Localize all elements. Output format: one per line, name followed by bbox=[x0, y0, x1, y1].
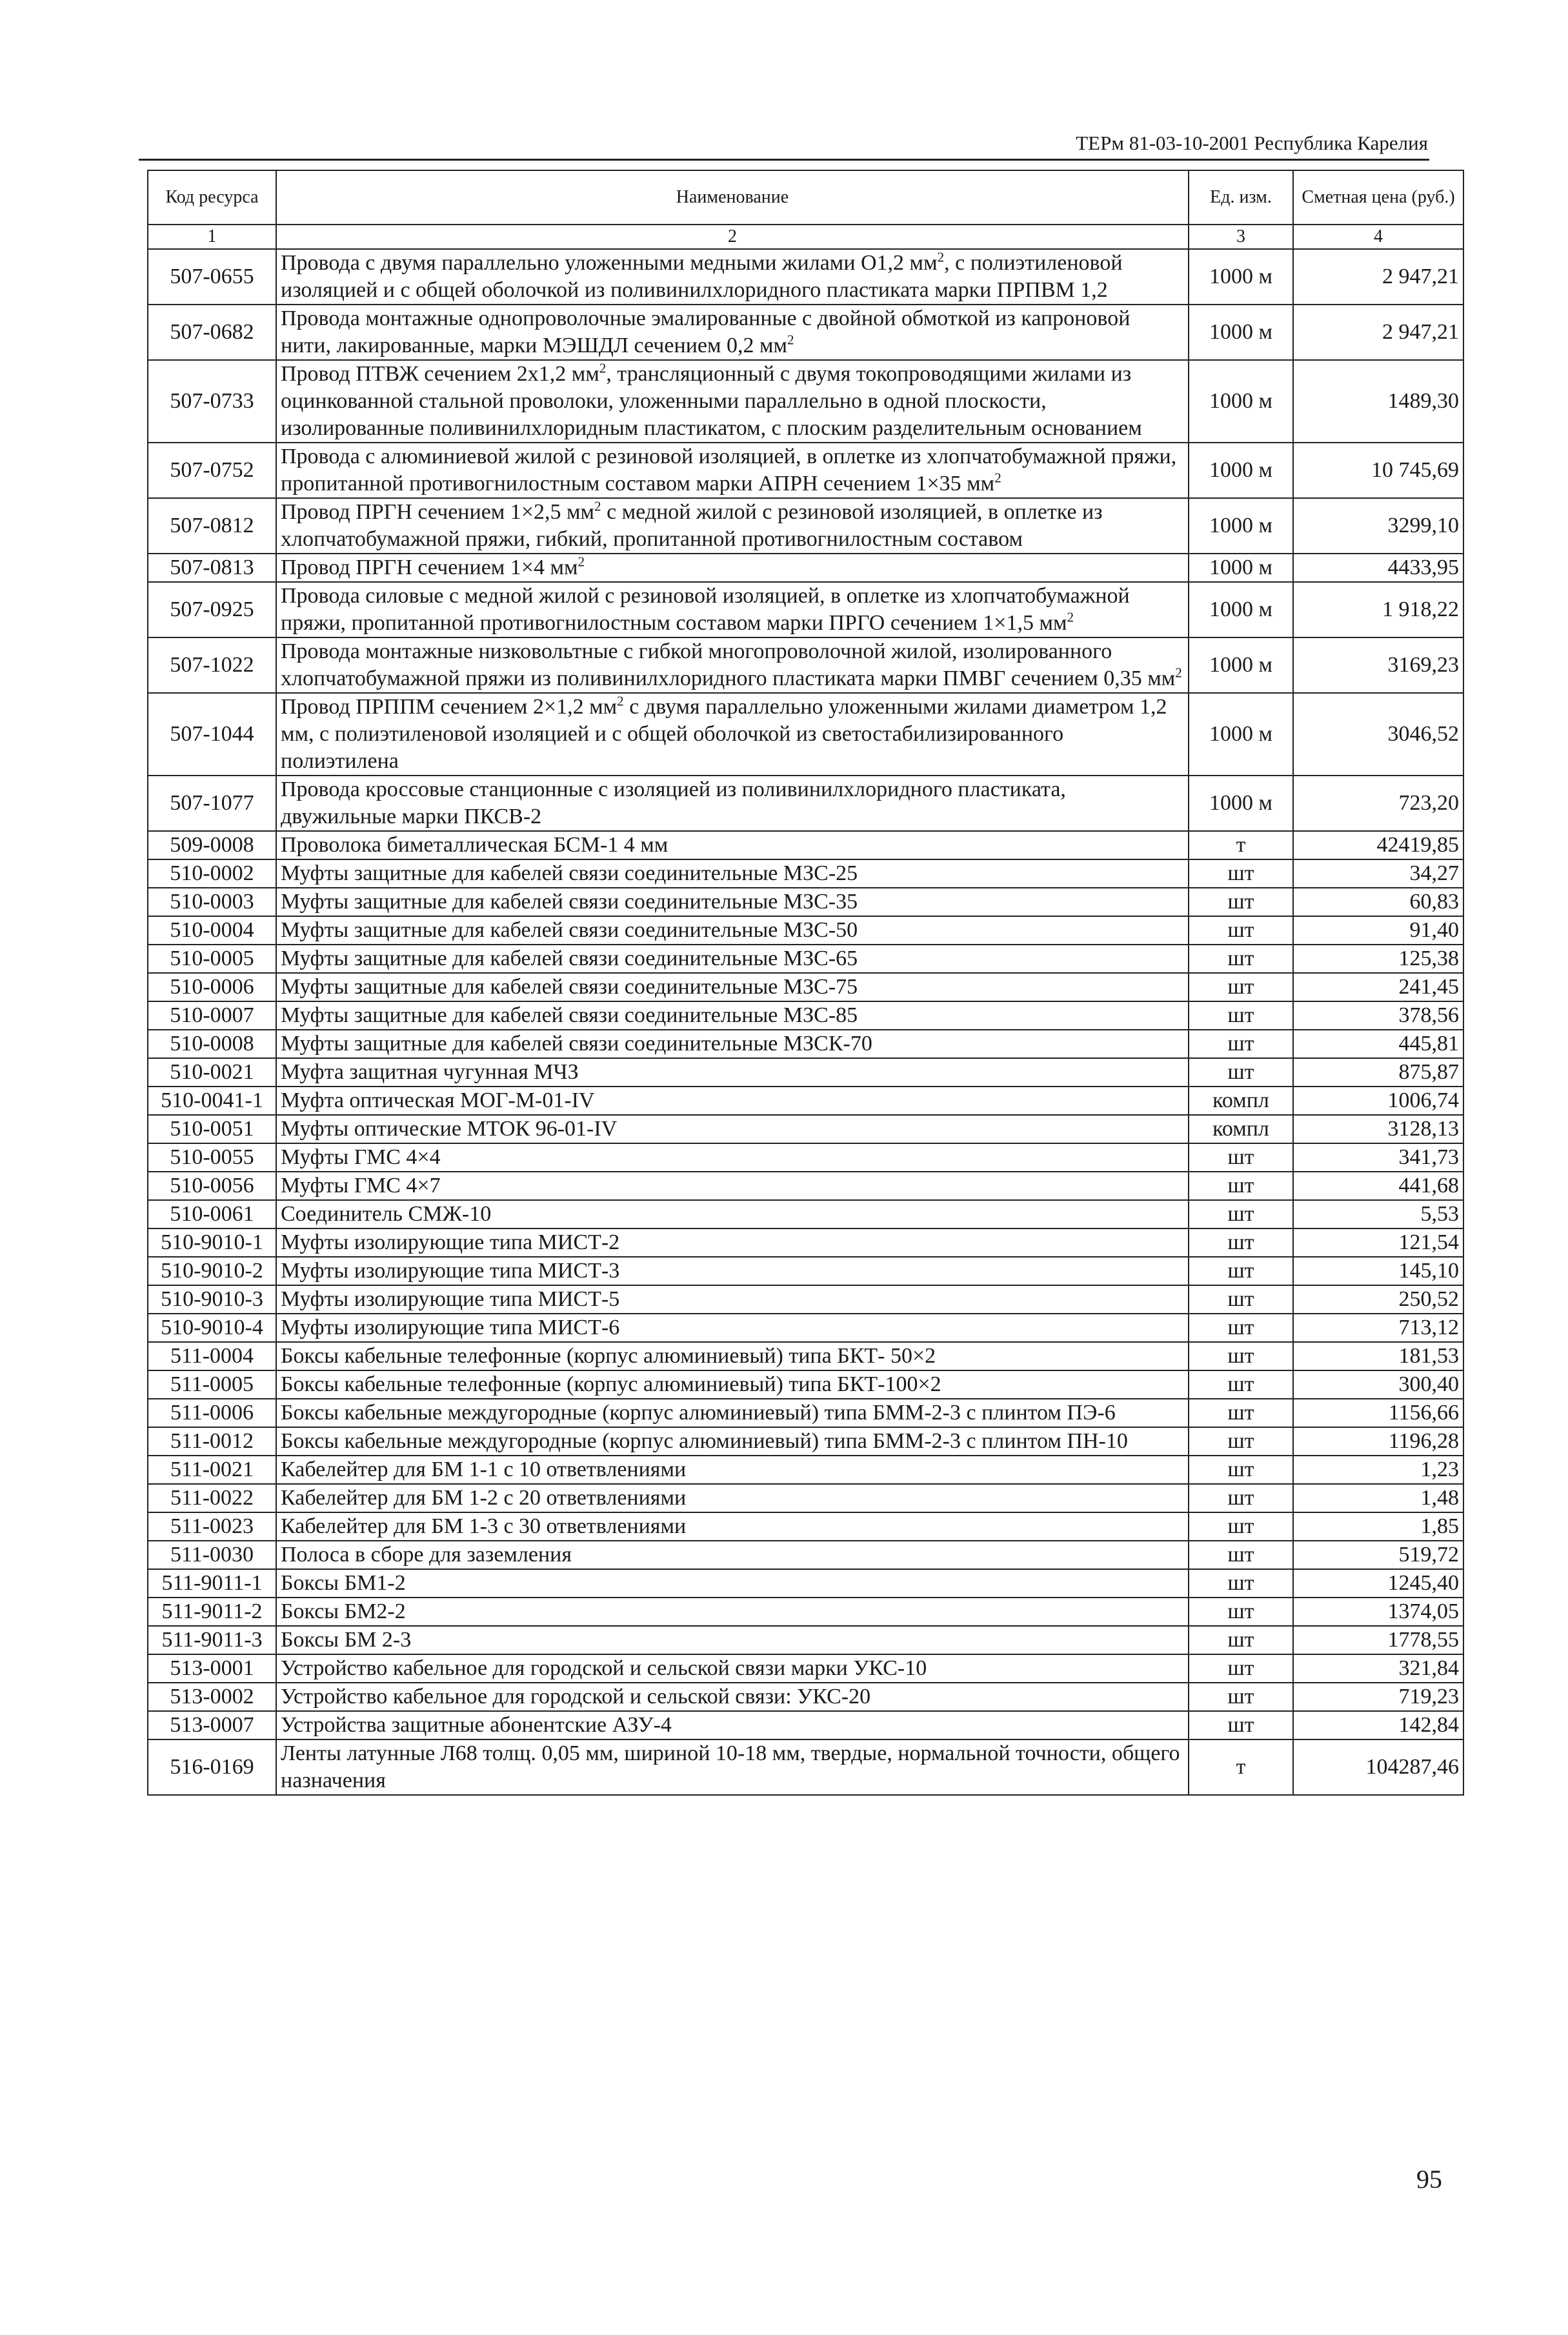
resource-code-cell: 513-0002 bbox=[148, 1683, 276, 1711]
resource-code-cell: 507-1077 bbox=[148, 776, 276, 831]
resource-code-cell: 510-9010-4 bbox=[148, 1314, 276, 1342]
column-header-name: Наименование bbox=[276, 170, 1189, 225]
resource-code-cell: 510-9010-1 bbox=[148, 1228, 276, 1257]
resource-code-cell: 511-9011-3 bbox=[148, 1626, 276, 1654]
unit-cell: шт bbox=[1189, 1370, 1293, 1399]
name-cell: Муфты защитные для кабелей связи соединительные МЗС-65 bbox=[276, 945, 1189, 973]
name-cell: Кабелейтер для БМ 1-3 с 30 ответвлениями bbox=[276, 1512, 1189, 1541]
name-cell: Полоса в сборе для заземления bbox=[276, 1541, 1189, 1569]
table-row bbox=[148, 1626, 1463, 1654]
name-cell: Устройство кабельное для городской и сельской связи марки УКС-10 bbox=[276, 1654, 1189, 1683]
name-cell: Муфты защитные для кабелей связи соединительные МЗС-85 bbox=[276, 1001, 1189, 1030]
column-number-row bbox=[148, 225, 1463, 249]
name-cell: Муфта защитная чугунная МЧЗ bbox=[276, 1058, 1189, 1087]
price-cell: 1,23 bbox=[1293, 1456, 1463, 1484]
price-cell: 2 947,21 bbox=[1293, 305, 1463, 360]
resource-code-cell: 510-0004 bbox=[148, 916, 276, 945]
unit-cell: шт bbox=[1189, 1342, 1293, 1370]
column-header-price: Сметная цена (руб.) bbox=[1293, 170, 1463, 225]
unit-cell: 1000 м bbox=[1189, 443, 1293, 498]
table-row bbox=[148, 1143, 1463, 1172]
unit-cell: шт bbox=[1189, 1030, 1293, 1058]
resource-code-cell: 510-0021 bbox=[148, 1058, 276, 1087]
name-cell: Провод ПРППМ сечением 2×1,2 $мм^2$ с двумя параллельно уложенными жилами диаметром 1,2 мм, с полиэтиленовой изоляцией и с общей оболочкой из светостабилизированного полиэтилена bbox=[276, 693, 1189, 776]
name-cell: Боксы кабельные междугородные (корпус алюминиевый) типа БММ-2-3 с плинтом ПЭ-6 bbox=[276, 1399, 1189, 1427]
table-row bbox=[148, 1087, 1463, 1115]
unit-cell: 1000 м bbox=[1189, 360, 1293, 443]
price-cell: 1 918,22 bbox=[1293, 582, 1463, 637]
unit-cell: шт bbox=[1189, 1427, 1293, 1456]
resource-code-cell: 510-0008 bbox=[148, 1030, 276, 1058]
table-row bbox=[148, 945, 1463, 973]
resource-code-cell: 509-0008 bbox=[148, 831, 276, 859]
unit-cell: шт bbox=[1189, 1143, 1293, 1172]
name-cell: Муфты защитные для кабелей связи соединительные МЗСК-70 bbox=[276, 1030, 1189, 1058]
unit-cell: компл bbox=[1189, 1115, 1293, 1143]
resource-code-cell: 507-0925 bbox=[148, 582, 276, 637]
price-cell: 60,83 bbox=[1293, 888, 1463, 916]
table-row bbox=[148, 1058, 1463, 1087]
table-row bbox=[148, 1598, 1463, 1626]
price-cell: 142,84 bbox=[1293, 1711, 1463, 1739]
price-cell: 4433,95 bbox=[1293, 554, 1463, 582]
price-cell: 341,73 bbox=[1293, 1143, 1463, 1172]
unit-cell: 1000 м bbox=[1189, 249, 1293, 305]
table-row bbox=[148, 1342, 1463, 1370]
table-row bbox=[148, 1001, 1463, 1030]
table-row bbox=[148, 554, 1463, 582]
unit-cell: 1000 м bbox=[1189, 582, 1293, 637]
resource-code-cell: 513-0001 bbox=[148, 1654, 276, 1683]
unit-cell: шт bbox=[1189, 916, 1293, 945]
name-cell: Провод ПРГН сечением 1×2,5 $мм^2$ с медной жилой с резиновой изоляцией, в оплетке из хлопчатобумажной пряжи, гибкий, пропитанной противогнилостным составом bbox=[276, 498, 1189, 554]
resource-code-cell: 511-0012 bbox=[148, 1427, 276, 1456]
price-cell: 1006,74 bbox=[1293, 1087, 1463, 1115]
price-cell: 875,87 bbox=[1293, 1058, 1463, 1087]
price-cell: 91,40 bbox=[1293, 916, 1463, 945]
price-cell: 2 947,21 bbox=[1293, 249, 1463, 305]
name-cell: Провода с алюминиевой жилой с резиновой изоляцией, в оплетке из хлопчатобумажной пряжи, пропитанной противогнилостным составом марки АПРН сечением 1×35 $мм^2$ bbox=[276, 443, 1189, 498]
price-cell: 42419,85 bbox=[1293, 831, 1463, 859]
table-row bbox=[148, 973, 1463, 1001]
name-cell: Муфты защитные для кабелей связи соединительные МЗС-50 bbox=[276, 916, 1189, 945]
resource-code-cell: 511-9011-1 bbox=[148, 1569, 276, 1598]
resource-code-cell: 511-0022 bbox=[148, 1484, 276, 1512]
table-header-row bbox=[148, 170, 1463, 225]
price-cell: 3046,52 bbox=[1293, 693, 1463, 776]
table-row bbox=[148, 859, 1463, 888]
name-cell: Проволока биметаллическая БСМ-1 4 мм bbox=[276, 831, 1189, 859]
document-title: ТЕРм 81-03-10-2001 Республика Карелия bbox=[1076, 132, 1428, 154]
table-row bbox=[148, 1030, 1463, 1058]
page-header bbox=[139, 128, 1429, 161]
column-number: 4 bbox=[1293, 225, 1463, 249]
resource-code-cell: 510-9010-3 bbox=[148, 1285, 276, 1314]
name-cell: Соединитель СМЖ-10 bbox=[276, 1200, 1189, 1228]
resource-code-cell: 507-1044 bbox=[148, 693, 276, 776]
resource-code-cell: 510-0002 bbox=[148, 859, 276, 888]
unit-cell: компл bbox=[1189, 1087, 1293, 1115]
price-cell: 321,84 bbox=[1293, 1654, 1463, 1683]
price-cell: 5,53 bbox=[1293, 1200, 1463, 1228]
unit-cell: т bbox=[1189, 831, 1293, 859]
unit-cell: шт bbox=[1189, 1512, 1293, 1541]
resource-code-cell: 507-0812 bbox=[148, 498, 276, 554]
unit-cell: шт bbox=[1189, 1200, 1293, 1228]
price-cell: 145,10 bbox=[1293, 1257, 1463, 1285]
resource-code-cell: 511-0005 bbox=[148, 1370, 276, 1399]
unit-cell: шт bbox=[1189, 1484, 1293, 1512]
table-row bbox=[148, 693, 1463, 776]
resource-code-cell: 511-0030 bbox=[148, 1541, 276, 1569]
table-row bbox=[148, 637, 1463, 693]
price-cell: 1245,40 bbox=[1293, 1569, 1463, 1598]
name-cell: Ленты латунные Л68 толщ. 0,05 мм, шириной 10-18 мм, твердые, нормальной точности, общего назначения bbox=[276, 1739, 1189, 1795]
name-cell: Муфты изолирующие типа МИСТ-3 bbox=[276, 1257, 1189, 1285]
resource-code-cell: 510-0056 bbox=[148, 1172, 276, 1200]
table-row bbox=[148, 360, 1463, 443]
resource-code-cell: 510-0061 bbox=[148, 1200, 276, 1228]
table-row bbox=[148, 582, 1463, 637]
table-row bbox=[148, 831, 1463, 859]
table-row bbox=[148, 1456, 1463, 1484]
price-cell: 445,81 bbox=[1293, 1030, 1463, 1058]
price-cell: 519,72 bbox=[1293, 1541, 1463, 1569]
unit-cell: 1000 м bbox=[1189, 498, 1293, 554]
unit-cell: шт bbox=[1189, 1541, 1293, 1569]
unit-cell: шт bbox=[1189, 1569, 1293, 1598]
table-row bbox=[148, 1115, 1463, 1143]
table-row bbox=[148, 888, 1463, 916]
resource-code-cell: 507-0655 bbox=[148, 249, 276, 305]
table-row bbox=[148, 1711, 1463, 1739]
column-number: 3 bbox=[1189, 225, 1293, 249]
price-cell: 713,12 bbox=[1293, 1314, 1463, 1342]
price-cell: 1,48 bbox=[1293, 1484, 1463, 1512]
price-cell: 1489,30 bbox=[1293, 360, 1463, 443]
resource-code-cell: 510-0041-1 bbox=[148, 1087, 276, 1115]
name-cell: Муфты защитные для кабелей связи соединительные МЗС-25 bbox=[276, 859, 1189, 888]
price-cell: 3169,23 bbox=[1293, 637, 1463, 693]
unit-cell: 1000 м bbox=[1189, 554, 1293, 582]
name-cell: Муфты оптические МТОК 96-01-IV bbox=[276, 1115, 1189, 1143]
table-row bbox=[148, 1285, 1463, 1314]
column-header-unit: Ед. изм. bbox=[1189, 170, 1293, 225]
resource-code-cell: 510-0055 bbox=[148, 1143, 276, 1172]
price-cell: 300,40 bbox=[1293, 1370, 1463, 1399]
name-cell: Муфты ГМС 4×7 bbox=[276, 1172, 1189, 1200]
name-cell: Боксы кабельные телефонные (корпус алюминиевый) типа БКТ-100×2 bbox=[276, 1370, 1189, 1399]
price-cell: 3299,10 bbox=[1293, 498, 1463, 554]
table-row bbox=[148, 1654, 1463, 1683]
name-cell: Боксы БМ2-2 bbox=[276, 1598, 1189, 1626]
name-cell: Муфты ГМС 4×4 bbox=[276, 1143, 1189, 1172]
table-row bbox=[148, 1399, 1463, 1427]
name-cell: Провода кроссовые станционные с изоляцией из поливинилхлоридного пластиката, двужильные марки ПКСВ-2 bbox=[276, 776, 1189, 831]
table-row bbox=[148, 1739, 1463, 1795]
name-cell: Муфты защитные для кабелей связи соединительные МЗС-75 bbox=[276, 973, 1189, 1001]
unit-cell: шт bbox=[1189, 1626, 1293, 1654]
resource-code-cell: 510-0051 bbox=[148, 1115, 276, 1143]
price-cell: 241,45 bbox=[1293, 973, 1463, 1001]
table-row bbox=[148, 249, 1463, 305]
table-row bbox=[148, 1541, 1463, 1569]
price-cell: 1778,55 bbox=[1293, 1626, 1463, 1654]
price-cell: 719,23 bbox=[1293, 1683, 1463, 1711]
price-cell: 104287,46 bbox=[1293, 1739, 1463, 1795]
table-row bbox=[148, 1512, 1463, 1541]
table-row bbox=[148, 1569, 1463, 1598]
resource-code-cell: 507-0752 bbox=[148, 443, 276, 498]
table-row bbox=[148, 1370, 1463, 1399]
table-row bbox=[148, 1228, 1463, 1257]
resource-code-cell: 513-0007 bbox=[148, 1711, 276, 1739]
unit-cell: шт bbox=[1189, 1598, 1293, 1626]
table-row bbox=[148, 1683, 1463, 1711]
name-cell: Кабелейтер для БМ 1-1 с 10 ответвлениями bbox=[276, 1456, 1189, 1484]
name-cell: Муфты изолирующие типа МИСТ-5 bbox=[276, 1285, 1189, 1314]
unit-cell: шт bbox=[1189, 1314, 1293, 1342]
unit-cell: т bbox=[1189, 1739, 1293, 1795]
unit-cell: шт bbox=[1189, 1172, 1293, 1200]
table-body bbox=[148, 249, 1463, 1795]
resource-code-cell: 516-0169 bbox=[148, 1739, 276, 1795]
unit-cell: шт bbox=[1189, 1001, 1293, 1030]
resource-code-cell: 507-0733 bbox=[148, 360, 276, 443]
unit-cell: шт bbox=[1189, 973, 1293, 1001]
resource-code-cell: 507-1022 bbox=[148, 637, 276, 693]
price-cell: 181,53 bbox=[1293, 1342, 1463, 1370]
unit-cell: шт bbox=[1189, 1399, 1293, 1427]
unit-cell: шт bbox=[1189, 1257, 1293, 1285]
price-cell: 1196,28 bbox=[1293, 1427, 1463, 1456]
price-cell: 3128,13 bbox=[1293, 1115, 1463, 1143]
name-cell: Провод ПТВЖ сечением 2x1,2 $мм^2$, трансляционный с двумя токопроводящими жилами из оцинкованной стальной проволоки, уложенными параллельно в одной плоскости, изолированные поливинилхлоридным пластикатом, с плоским разделительным основанием bbox=[276, 360, 1189, 443]
resource-code-cell: 511-9011-2 bbox=[148, 1598, 276, 1626]
table-row bbox=[148, 1172, 1463, 1200]
unit-cell: шт bbox=[1189, 1058, 1293, 1087]
price-cell: 10 745,69 bbox=[1293, 443, 1463, 498]
price-cell: 34,27 bbox=[1293, 859, 1463, 888]
price-cell: 441,68 bbox=[1293, 1172, 1463, 1200]
table-row bbox=[148, 776, 1463, 831]
resource-code-cell: 510-9010-2 bbox=[148, 1257, 276, 1285]
price-table bbox=[147, 170, 1464, 1796]
price-cell: 1374,05 bbox=[1293, 1598, 1463, 1626]
resource-code-cell: 510-0005 bbox=[148, 945, 276, 973]
table-row bbox=[148, 1427, 1463, 1456]
page-number: 95 bbox=[1416, 2165, 1442, 2194]
price-cell: 125,38 bbox=[1293, 945, 1463, 973]
unit-cell: 1000 м bbox=[1189, 693, 1293, 776]
unit-cell: шт bbox=[1189, 1711, 1293, 1739]
name-cell: Боксы БМ1-2 bbox=[276, 1569, 1189, 1598]
price-cell: 378,56 bbox=[1293, 1001, 1463, 1030]
name-cell: Провод ПРГН сечением 1×4 $мм^2$ bbox=[276, 554, 1189, 582]
name-cell: Боксы кабельные междугородные (корпус алюминиевый) типа БММ-2-3 с плинтом ПН-10 bbox=[276, 1427, 1189, 1456]
resource-code-cell: 507-0813 bbox=[148, 554, 276, 582]
unit-cell: шт bbox=[1189, 1228, 1293, 1257]
name-cell: Муфты защитные для кабелей связи соединительные МЗС-35 bbox=[276, 888, 1189, 916]
unit-cell: 1000 м bbox=[1189, 637, 1293, 693]
table-row bbox=[148, 1200, 1463, 1228]
price-cell: 723,20 bbox=[1293, 776, 1463, 831]
resource-code-cell: 511-0023 bbox=[148, 1512, 276, 1541]
column-number: 2 bbox=[276, 225, 1189, 249]
unit-cell: шт bbox=[1189, 1683, 1293, 1711]
unit-cell: шт bbox=[1189, 859, 1293, 888]
unit-cell: 1000 м bbox=[1189, 305, 1293, 360]
unit-cell: шт bbox=[1189, 1654, 1293, 1683]
price-cell: 250,52 bbox=[1293, 1285, 1463, 1314]
name-cell: Провода монтажные однопроволочные эмалированные с двойной обмоткой из капроновой нити, лакированные, марки МЭШДЛ сечением 0,2 $мм^2$ bbox=[276, 305, 1189, 360]
table-row bbox=[148, 1484, 1463, 1512]
unit-cell: шт bbox=[1189, 1456, 1293, 1484]
resource-code-cell: 511-0004 bbox=[148, 1342, 276, 1370]
name-cell: Муфты изолирующие типа МИСТ-6 bbox=[276, 1314, 1189, 1342]
table-row bbox=[148, 1257, 1463, 1285]
resource-code-cell: 511-0021 bbox=[148, 1456, 276, 1484]
table-row bbox=[148, 498, 1463, 554]
price-cell: 1156,66 bbox=[1293, 1399, 1463, 1427]
unit-cell: 1000 м bbox=[1189, 776, 1293, 831]
name-cell: Провода силовые с медной жилой с резиновой изоляцией, в оплетке из хлопчатобумажной пряжи, пропитанной противогнилостным составом марки ПРГО сечением 1×1,5 $мм^2$ bbox=[276, 582, 1189, 637]
name-cell: Боксы кабельные телефонные (корпус алюминиевый) типа БКТ- 50×2 bbox=[276, 1342, 1189, 1370]
name-cell: Устройство кабельное для городской и сельской связи: УКС-20 bbox=[276, 1683, 1189, 1711]
price-cell: 121,54 bbox=[1293, 1228, 1463, 1257]
name-cell: Муфта оптическая МОГ-М-01-IV bbox=[276, 1087, 1189, 1115]
column-number: 1 bbox=[148, 225, 276, 249]
name-cell: Муфты изолирующие типа МИСТ-2 bbox=[276, 1228, 1189, 1257]
unit-cell: шт bbox=[1189, 888, 1293, 916]
name-cell: Боксы БМ 2-3 bbox=[276, 1626, 1189, 1654]
name-cell: Провода монтажные низковольтные с гибкой многопроволочной жилой, изолированного хлопчатобумажной пряжи из поливинилхлоридного пластиката марки ПМВГ сечением 0,35 $мм^2$ bbox=[276, 637, 1189, 693]
resource-code-cell: 510-0006 bbox=[148, 973, 276, 1001]
table-row bbox=[148, 916, 1463, 945]
table-row bbox=[148, 1314, 1463, 1342]
resource-code-cell: 511-0006 bbox=[148, 1399, 276, 1427]
table-row bbox=[148, 305, 1463, 360]
name-cell: Устройства защитные абонентские АЗУ-4 bbox=[276, 1711, 1189, 1739]
price-cell: 1,85 bbox=[1293, 1512, 1463, 1541]
resource-code-cell: 510-0003 bbox=[148, 888, 276, 916]
name-cell: Провода с двумя параллельно уложенными медными жилами O1,2 $мм^2$, с полиэтиленовой изоляцией и с общей оболочкой из поливинилхлоридного пластиката марки ПРПВМ 1,2 bbox=[276, 249, 1189, 305]
resource-code-cell: 507-0682 bbox=[148, 305, 276, 360]
resource-code-cell: 510-0007 bbox=[148, 1001, 276, 1030]
column-header-code: Код ресурса bbox=[148, 170, 276, 225]
name-cell: Кабелейтер для БМ 1-2 с 20 ответвлениями bbox=[276, 1484, 1189, 1512]
unit-cell: шт bbox=[1189, 945, 1293, 973]
unit-cell: шт bbox=[1189, 1285, 1293, 1314]
table-row bbox=[148, 443, 1463, 498]
